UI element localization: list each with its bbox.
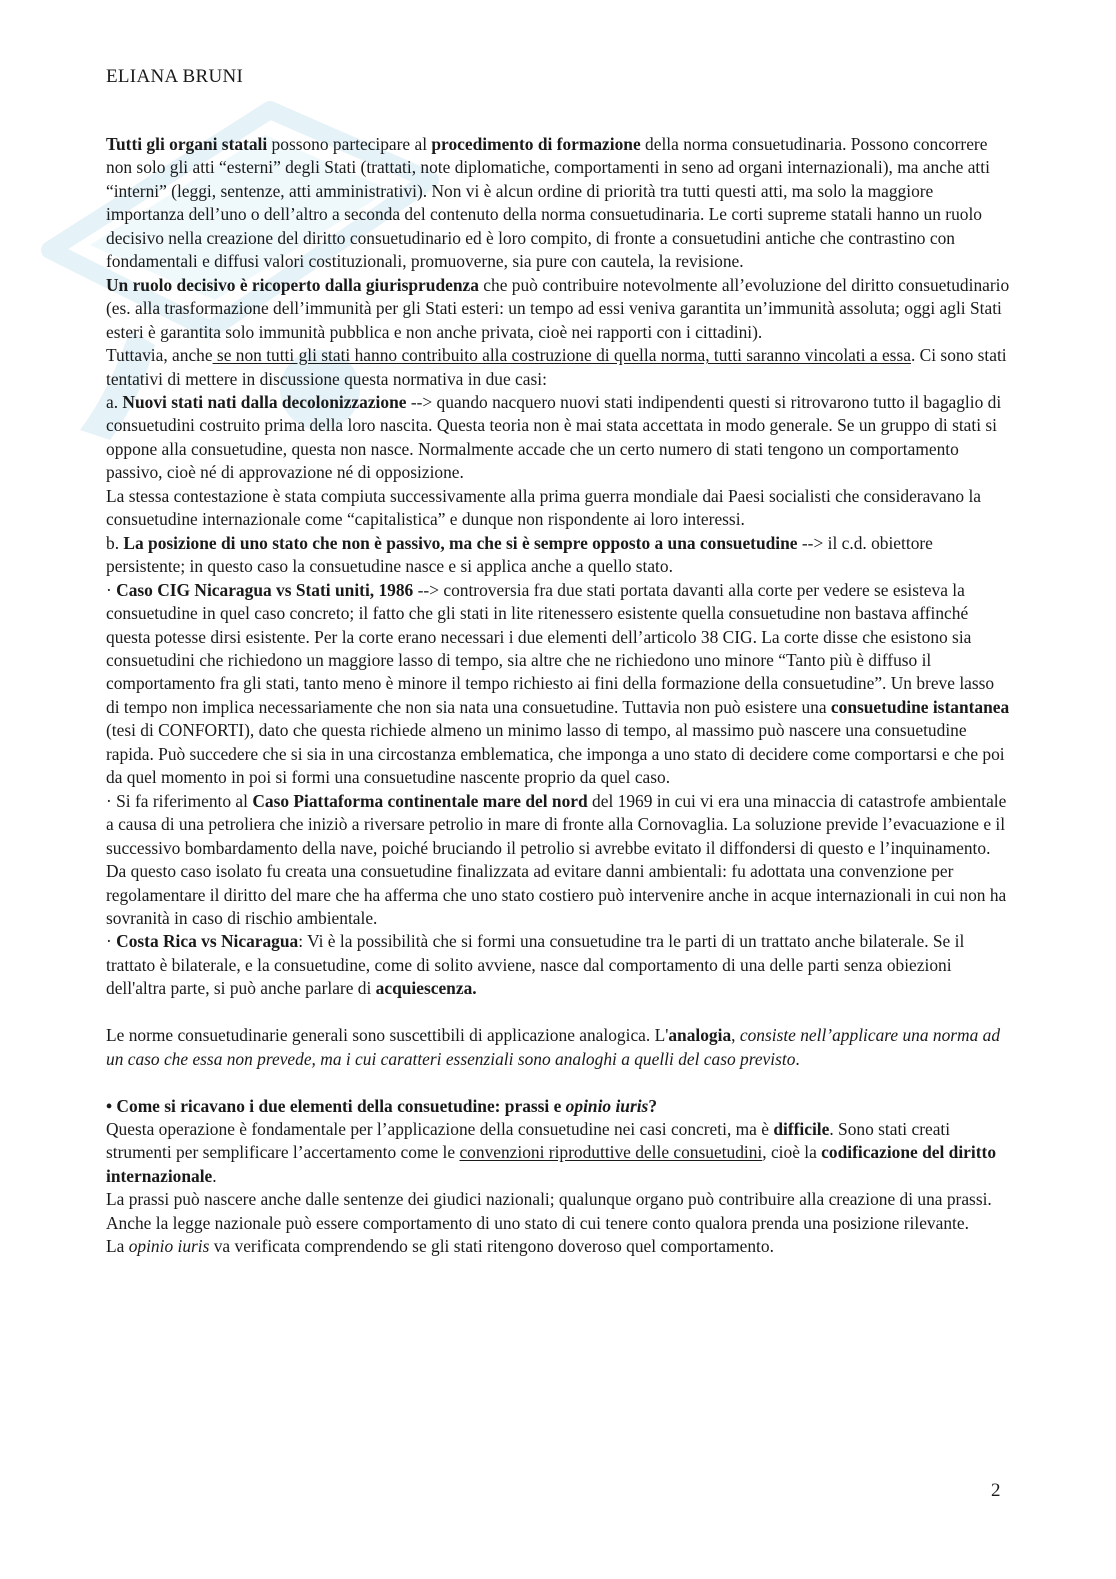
- paragraph-nicaragua-usa: · Caso CIG Nicaragua vs Stati uniti, 1986 --> controversia fra due stati portata davanti alla corte per vedere se esisteva la consuetudine in quel caso concreto; il fatto che gli stati in lite ritenessero esistente quella consuetudine non bastava affinché questa potesse dirsi esistente. Per la corte erano necessari i due elementi dell’articolo 38 CIG. La corte disse che esistono sia consuetudini che richiedono un maggiore lasso di tempo, sia altre che ne richiedono uno minore “Tanto più è diffuso il comportamento fra gli stati, tanto meno è minore il tempo richiesto ai fini della formazione della consuetudine”. Un breve lasso di tempo non implica necessariamente che non sia nata una consuetudine. Tuttavia non può esistere una consuetudine istantanea (tesi di CONFORTI), dato che questa richiede almeno un minimo lasso di tempo, al massimo può nascere una consuetudine rapida. Può succedere che si sia in una circostanza emblematica, che imponga a uno stato di decidere come comportarsi e che poi da quel momento in poi si formi una consuetudine nascente proprio da quel caso.: [106, 579, 1010, 788]
- paragraph-case-b: b. La posizione di uno stato che non è passivo, ma che si è sempre opposto a una consuetudine --> il c.d. obiettore persistente; in questo caso la consuetudine nasce e si applica anche a quello stato.: [106, 532, 933, 577]
- page-number: 2: [991, 1480, 1001, 1501]
- paragraph-codificazione: Questa operazione è fondamentale per l’applicazione della consuetudine nei casi concreti, ma è difficile. Sono stati creati strumenti per semplificare l’accertamento come le convenzioni riproduttive delle consuetudini, cioè la codificazione del diritto internazionale.: [106, 1119, 997, 1186]
- paragraph-costa-rica: · Costa Rica vs Nicaragua: Vi è la possibilità che si formi una consuetudine tra le parti di un trattato anche bilaterale. Se il trattato è bilaterale, e la consuetudine, come di solito avviene, nasce dal comportamento di una delle parti senza obiezioni dell'altra parte, si può anche parlare di acquiescenza.: [106, 931, 965, 999]
- section-heading-prassi: • Come si ricavano i due elementi della consuetudine: prassi e opinio iuris?: [106, 1095, 658, 1116]
- paragraph-piattaforma: · Si fa riferimento al Caso Piattaforma continentale mare del nord del 1969 in cui vi era una minaccia di catastrofe ambientale a causa di una petroliera che iniziò a riversare petrolio in mare di fronte alla Cornovaglia. La soluzione previde l’evacuazione e il successivo bombardamento della nave, poiché bruciando il petrolio si avrebbe evitato il diffondersi di questo e l’inquinamento. Da questo caso isolato fu creata una consuetudine finalizzata ad evitare danni ambientali: fu adottata una convenzione per regolamentare il diritto del mare che ha afferma che uno stato costiero può intervenire anche in acque internazionali in cui non ha sovranità in caso di rischio ambientale.: [106, 790, 1007, 928]
- paragraph-socialisti: La stessa contestazione è stata compiuta successivamente alla prima guerra mondiale dai Paesi socialisti che consideravano la consuetudine internazionale come “capitalistica” e dunque non rispondente ai loro interessi.: [106, 485, 982, 530]
- author-header: ELIANA BRUNI: [106, 66, 244, 87]
- paragraph-giurisprudenza: Un ruolo decisivo è ricoperto dalla giurisprudenza che può contribuire notevolmente all’evoluzione del diritto consuetudinario (es. alla trasformazione dell’immunità per gli Stati esteri: un tempo ad essi veniva garantita un’immunità assoluta; oggi agli Stati esteri è garantita solo immunità pubblica e non anche privata, cioè nei rapporti con i cittadini).: [106, 274, 1010, 342]
- document-body: [106, 133, 1011, 1259]
- paragraph-vincolati: Tuttavia, anche se non tutti gli stati hanno contribuito alla costruzione di quella norma, tutti saranno vincolati a essa. Ci sono stati tentativi di mettere in discussione questa normativa in due casi:: [106, 345, 1007, 389]
- paragraph-opinio-iuris: La opinio iuris va verificata comprendendo se gli stati ritengono doveroso quel comportamento.: [106, 1236, 774, 1257]
- paragraph-prassi-sentenze: La prassi può nascere anche dalle sentenze dei giudici nazionali; qualunque organo può contribuire alla creazione di una prassi. Anche la legge nazionale può essere comportamento di uno stato di cui tenere conto qualora prenda una posizione rilevante.: [106, 1189, 992, 1233]
- paragraph-analogia: Le norme consuetudinarie generali sono suscettibili di applicazione analogica. L'analogia, consiste nell’applicare una norma ad un caso che essa non prevede, ma i cui caratteri essenziali sono analoghi a quelli del caso previsto.: [106, 1025, 1001, 1069]
- paragraph-organi-statali: Tutti gli organi statali possono partecipare al procedimento di formazione della norma consuetudinaria. Possono concorrere non solo gli atti “esterni” degli Stati (trattati, note diplomatiche, comportamenti in seno ad organi internazionali), ma anche atti “interni” (leggi, sentenze, atti amministrativi). Non vi è alcun ordine di priorità tra tutti questi atti, ma solo la maggiore importanza dell’uno o dell’altro a seconda del contenuto della norma consuetudinaria. Le corti supreme statali hanno un ruolo decisivo nella creazione del diritto consuetudinario ed è loro compito, di fronte a consuetudini antiche che contrastino con fondamentali e diffusi valori costituzionali, promuoverne, sia pure con cautela, la revisione.: [106, 134, 990, 272]
- paragraph-case-a: a. Nuovi stati nati dalla decolonizzazione --> quando nacquero nuovi stati indipendenti questi si ritrovarono tutto il bagaglio di consuetudini costruito prima della loro nascita. Questa teoria non è mai stata accettata in modo generale. Se un gruppo di stati si oppone alla consuetudine, questa non nasce. Normalmente accade che un certo numero di stati tengono un comportamento passivo, cioè né di approvazione né di opposizione.: [106, 391, 1002, 483]
